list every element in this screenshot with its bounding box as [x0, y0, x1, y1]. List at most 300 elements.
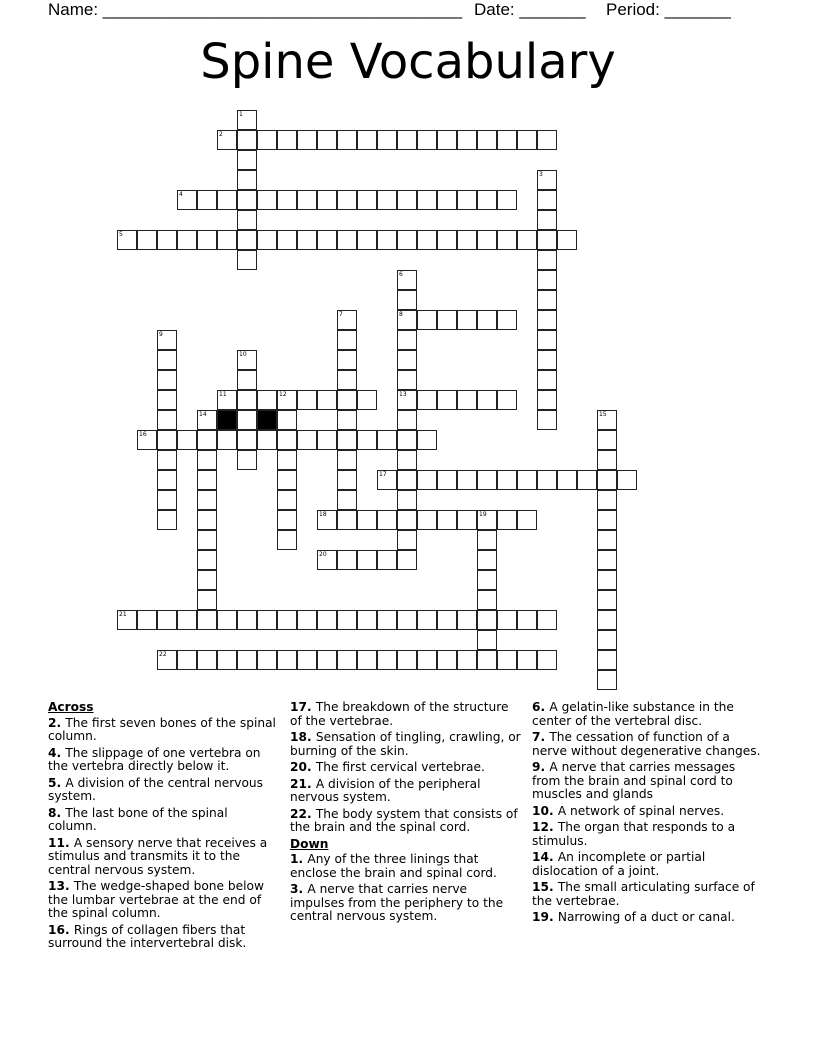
clue-number: 17 [379, 471, 387, 478]
clue-number-label: 6. [532, 700, 550, 714]
clue-number-label: 16. [48, 922, 74, 937]
clue-item [48, 717, 280, 744]
grid-cell[interactable] [197, 610, 217, 630]
grid-cell[interactable] [597, 410, 617, 430]
grid-cell[interactable] [237, 450, 257, 470]
grid-cell[interactable] [397, 650, 417, 670]
grid-cell[interactable] [257, 130, 277, 150]
grid-cell[interactable] [357, 390, 377, 410]
grid-cell[interactable] [397, 430, 417, 450]
grid-cell[interactable] [237, 250, 257, 270]
grid-cell[interactable] [157, 410, 177, 430]
grid-cell[interactable] [237, 110, 257, 130]
grid-cell[interactable] [437, 650, 457, 670]
grid-cell[interactable] [597, 570, 617, 590]
grid-cell[interactable] [237, 610, 257, 630]
grid-cell[interactable] [297, 650, 317, 670]
grid-cell[interactable] [397, 390, 417, 410]
grid-cell[interactable] [597, 630, 617, 650]
grid-cell[interactable] [497, 510, 517, 530]
grid-cell[interactable] [197, 450, 217, 470]
grid-cell[interactable] [497, 470, 517, 490]
clue-number: 2 [219, 131, 223, 138]
grid-cell[interactable] [497, 130, 517, 150]
grid-cell[interactable] [417, 310, 437, 330]
clue-item [290, 701, 522, 728]
grid-cell[interactable] [317, 550, 337, 570]
clue-number-label: 7. [532, 730, 550, 744]
grid-cell[interactable] [477, 310, 497, 330]
grid-cell[interactable] [617, 470, 637, 490]
grid-cell[interactable] [597, 490, 617, 510]
clue-number: 13 [399, 391, 407, 398]
grid-cell[interactable] [397, 270, 417, 290]
grid-cell[interactable] [197, 190, 217, 210]
grid-cell[interactable] [377, 650, 397, 670]
grid-cell[interactable] [537, 210, 557, 230]
clue-number-label: 21. [290, 776, 316, 791]
grid-cell[interactable] [337, 310, 357, 330]
grid-cell[interactable] [417, 610, 437, 630]
grid-cell[interactable] [597, 550, 617, 570]
grid-cell[interactable] [317, 230, 337, 250]
grid-cell[interactable] [477, 510, 497, 530]
grid-cell[interactable] [277, 130, 297, 150]
grid-cell[interactable] [517, 610, 537, 630]
grid-cell[interactable] [337, 370, 357, 390]
grid-cell[interactable] [517, 230, 537, 250]
grid-cell[interactable] [397, 350, 417, 370]
grid-cell[interactable] [297, 230, 317, 250]
grid-cell[interactable] [117, 230, 137, 250]
grid-cell[interactable] [257, 230, 277, 250]
clue-number: 12 [279, 391, 287, 398]
grid-cell[interactable] [217, 610, 237, 630]
grid-cell[interactable] [457, 310, 477, 330]
grid-cell[interactable] [157, 230, 177, 250]
grid-cell[interactable] [477, 570, 497, 590]
grid-cell[interactable] [257, 390, 277, 410]
grid-cell[interactable] [537, 390, 557, 410]
clue-number: 7 [339, 311, 343, 318]
grid-cell[interactable] [477, 610, 497, 630]
grid-cell[interactable] [357, 190, 377, 210]
grid-cell[interactable] [117, 610, 137, 630]
grid-cell[interactable] [177, 650, 197, 670]
grid-cell[interactable] [317, 430, 337, 450]
grid-cell[interactable] [377, 510, 397, 530]
grid-cell[interactable] [337, 190, 357, 210]
grid-cell[interactable] [437, 310, 457, 330]
grid-cell[interactable] [597, 590, 617, 610]
grid-cell[interactable] [237, 190, 257, 210]
grid-cell[interactable] [457, 650, 477, 670]
name-field[interactable]: Name: ______________________________________ [48, 0, 463, 19]
grid-cell[interactable] [197, 490, 217, 510]
grid-cell[interactable] [437, 470, 457, 490]
grid-cell[interactable] [157, 390, 177, 410]
clue-item [532, 701, 764, 728]
grid-cell[interactable] [137, 230, 157, 250]
clue-item [532, 805, 764, 819]
grid-cell[interactable] [177, 610, 197, 630]
grid-cell[interactable] [177, 430, 197, 450]
grid-cell[interactable] [457, 510, 477, 530]
clue-text: The cessation of function of a nerve without degenerative changes. [532, 730, 761, 758]
grid-cell[interactable] [437, 390, 457, 410]
clue-item [532, 851, 764, 878]
grid-cell[interactable] [477, 470, 497, 490]
grid-cell[interactable] [257, 650, 277, 670]
grid-cell[interactable] [417, 430, 437, 450]
grid-cell[interactable] [377, 470, 397, 490]
grid-cell[interactable] [357, 130, 377, 150]
grid-cell[interactable] [537, 410, 557, 430]
clue-number: 22 [159, 651, 167, 658]
grid-cell[interactable] [237, 150, 257, 170]
grid-cell[interactable] [217, 130, 237, 150]
grid-cell[interactable] [437, 230, 457, 250]
clue-number-label: 5. [48, 775, 66, 790]
clue-text: The organ that responds to a stimulus. [532, 820, 736, 848]
grid-cell[interactable] [397, 530, 417, 550]
grid-cell[interactable] [157, 510, 177, 530]
grid-cell[interactable] [217, 190, 237, 210]
grid-cell[interactable] [237, 350, 257, 370]
clue-number: 14 [199, 411, 207, 418]
grid-cell[interactable] [317, 390, 337, 410]
grid-cell[interactable] [417, 190, 437, 210]
grid-cell[interactable] [417, 390, 437, 410]
grid-cell[interactable] [197, 530, 217, 550]
grid-cell[interactable] [597, 650, 617, 670]
grid-cell[interactable] [477, 530, 497, 550]
grid-cell[interactable] [217, 230, 237, 250]
grid-cell[interactable] [337, 610, 357, 630]
grid-cell[interactable] [457, 610, 477, 630]
clue-item [48, 837, 280, 878]
grid-cell[interactable] [417, 510, 437, 530]
grid-cell[interactable] [517, 130, 537, 150]
grid-cell[interactable] [357, 510, 377, 530]
grid-cell[interactable] [257, 610, 277, 630]
grid-cell[interactable] [237, 650, 257, 670]
grid-cell[interactable] [417, 650, 437, 670]
grid-cell[interactable] [357, 610, 377, 630]
grid-cell[interactable] [477, 390, 497, 410]
grid-cell[interactable] [237, 230, 257, 250]
grid-cell[interactable] [377, 430, 397, 450]
grid-cell[interactable] [537, 290, 557, 310]
grid-cell[interactable] [437, 610, 457, 630]
clue-item [532, 821, 764, 848]
grid-cell[interactable] [557, 230, 577, 250]
grid-cell[interactable] [357, 550, 377, 570]
grid-cell[interactable] [237, 130, 257, 150]
clue-number-label: 3. [290, 882, 308, 896]
grid-cell[interactable] [397, 310, 417, 330]
grid-cell[interactable] [277, 490, 297, 510]
grid-cell[interactable] [317, 650, 337, 670]
grid-cell[interactable] [337, 410, 357, 430]
grid-cell[interactable] [157, 430, 177, 450]
grid-cell[interactable] [317, 610, 337, 630]
grid-cell[interactable] [597, 470, 617, 490]
grid-cell[interactable] [157, 610, 177, 630]
black-cell [257, 410, 277, 430]
clue-number-label: 17. [290, 700, 316, 714]
grid-cell[interactable] [397, 470, 417, 490]
grid-cell[interactable] [177, 190, 197, 210]
clue-item [532, 881, 764, 908]
grid-cell[interactable] [337, 490, 357, 510]
clue-number: 11 [219, 391, 227, 398]
grid-cell[interactable] [337, 230, 357, 250]
grid-cell[interactable] [137, 430, 157, 450]
grid-cell[interactable] [557, 470, 577, 490]
grid-cell[interactable] [277, 410, 297, 430]
grid-cell[interactable] [257, 190, 277, 210]
clue-number-label: 14. [532, 850, 558, 864]
grid-cell[interactable] [157, 350, 177, 370]
grid-cell[interactable] [437, 190, 457, 210]
grid-cell[interactable] [217, 390, 237, 410]
clue-number: 8 [399, 311, 403, 318]
grid-cell[interactable] [277, 450, 297, 470]
grid-cell[interactable] [537, 370, 557, 390]
grid-cell[interactable] [497, 610, 517, 630]
grid-cell[interactable] [397, 450, 417, 470]
grid-cell[interactable] [237, 410, 257, 430]
grid-cell[interactable] [177, 230, 197, 250]
grid-cell[interactable] [477, 190, 497, 210]
grid-cell[interactable] [337, 450, 357, 470]
clue-text: Narrowing of a duct or canal. [557, 910, 735, 924]
grid-cell[interactable] [297, 610, 317, 630]
grid-cell[interactable] [237, 370, 257, 390]
grid-cell[interactable] [237, 170, 257, 190]
grid-cell[interactable] [317, 130, 337, 150]
grid-cell[interactable] [277, 190, 297, 210]
grid-cell[interactable] [417, 470, 437, 490]
grid-cell[interactable] [517, 470, 537, 490]
grid-cell[interactable] [377, 190, 397, 210]
grid-cell[interactable] [417, 230, 437, 250]
grid-cell[interactable] [277, 390, 297, 410]
grid-cell[interactable] [397, 410, 417, 430]
grid-cell[interactable] [397, 290, 417, 310]
clue-number-label: 12. [532, 820, 558, 834]
grid-cell[interactable] [537, 650, 557, 670]
grid-cell[interactable] [397, 130, 417, 150]
black-cell [217, 410, 237, 430]
grid-cell[interactable] [477, 650, 497, 670]
grid-cell[interactable] [197, 430, 217, 450]
grid-cell[interactable] [597, 610, 617, 630]
clue-number: 4 [179, 191, 183, 198]
grid-cell[interactable] [197, 550, 217, 570]
grid-cell[interactable] [237, 430, 257, 450]
grid-cell[interactable] [157, 470, 177, 490]
grid-cell[interactable] [337, 550, 357, 570]
puzzle-title: Spine Vocabulary [200, 34, 616, 90]
grid-cell[interactable] [537, 270, 557, 290]
grid-cell[interactable] [537, 610, 557, 630]
grid-cell[interactable] [157, 650, 177, 670]
grid-cell[interactable] [537, 310, 557, 330]
clue-text: An incomplete or partial dislocation of a joint. [532, 850, 706, 878]
grid-cell[interactable] [217, 430, 237, 450]
grid-cell[interactable] [477, 630, 497, 650]
grid-cell[interactable] [477, 550, 497, 570]
grid-cell[interactable] [597, 450, 617, 470]
date-field[interactable]: Date: _______ [474, 0, 586, 19]
grid-cell[interactable] [457, 230, 477, 250]
grid-cell[interactable] [537, 190, 557, 210]
grid-cell[interactable] [357, 650, 377, 670]
clue-text: A division of the central nervous system. [48, 775, 263, 803]
grid-cell[interactable] [357, 430, 377, 450]
grid-cell[interactable] [537, 470, 557, 490]
grid-cell[interactable] [297, 430, 317, 450]
clue-text: Any of the three linings that enclose the brain and spinal cord. [290, 852, 497, 880]
grid-cell[interactable] [237, 210, 257, 230]
grid-cell[interactable] [437, 510, 457, 530]
clue-item [48, 880, 280, 921]
grid-cell[interactable] [477, 130, 497, 150]
period-field[interactable]: Period: _______ [606, 0, 731, 19]
grid-cell[interactable] [497, 230, 517, 250]
grid-cell[interactable] [337, 510, 357, 530]
clue-text: Sensation of tingling, crawling, or burning of the skin. [290, 730, 521, 758]
grid-cell[interactable] [597, 510, 617, 530]
grid-cell[interactable] [457, 390, 477, 410]
grid-cell[interactable] [537, 130, 557, 150]
grid-cell[interactable] [277, 430, 297, 450]
clue-column-3 [532, 701, 764, 928]
grid-cell[interactable] [497, 650, 517, 670]
grid-cell[interactable] [537, 230, 557, 250]
grid-cell[interactable] [437, 130, 457, 150]
grid-cell[interactable] [397, 510, 417, 530]
grid-cell[interactable] [297, 390, 317, 410]
grid-cell[interactable] [457, 190, 477, 210]
clue-text: A network of spinal nerves. [557, 803, 725, 818]
grid-cell[interactable] [497, 190, 517, 210]
grid-cell[interactable] [397, 370, 417, 390]
clue-item [532, 761, 764, 802]
grid-cell[interactable] [497, 310, 517, 330]
clue-text: A division of the peripheral nervous system. [290, 776, 481, 804]
grid-cell[interactable] [537, 330, 557, 350]
grid-cell[interactable] [457, 470, 477, 490]
grid-cell[interactable] [277, 510, 297, 530]
grid-cell[interactable] [497, 390, 517, 410]
grid-cell[interactable] [377, 550, 397, 570]
grid-cell[interactable] [197, 590, 217, 610]
clue-number: 5 [119, 231, 123, 238]
grid-cell[interactable] [397, 610, 417, 630]
grid-cell[interactable] [277, 230, 297, 250]
clue-number: 21 [119, 611, 127, 618]
grid-cell[interactable] [157, 370, 177, 390]
grid-cell[interactable] [397, 190, 417, 210]
grid-cell[interactable] [317, 510, 337, 530]
grid-cell[interactable] [457, 130, 477, 150]
grid-cell[interactable] [197, 510, 217, 530]
grid-cell[interactable] [537, 350, 557, 370]
grid-cell[interactable] [277, 610, 297, 630]
grid-cell[interactable] [197, 230, 217, 250]
grid-cell[interactable] [337, 390, 357, 410]
clue-text: A sensory nerve that receives a stimulus and transmits it to the central nervous system. [48, 835, 268, 877]
grid-cell[interactable] [197, 410, 217, 430]
clue-item [290, 761, 522, 775]
grid-cell[interactable] [417, 130, 437, 150]
grid-cell[interactable] [377, 230, 397, 250]
grid-cell[interactable] [397, 490, 417, 510]
grid-cell[interactable] [397, 230, 417, 250]
grid-cell[interactable] [597, 670, 617, 690]
grid-cell[interactable] [197, 650, 217, 670]
grid-cell[interactable] [297, 130, 317, 150]
clue-text: The body system that consists of the brain and the spinal cord. [290, 806, 518, 834]
grid-cell[interactable] [477, 590, 497, 610]
grid-cell[interactable] [397, 550, 417, 570]
grid-cell[interactable] [337, 430, 357, 450]
grid-cell[interactable] [217, 650, 237, 670]
grid-cell[interactable] [357, 230, 377, 250]
grid-cell[interactable] [277, 650, 297, 670]
clue-item [290, 808, 522, 835]
grid-cell[interactable] [517, 650, 537, 670]
grid-cell[interactable] [257, 430, 277, 450]
clue-number: 1 [239, 111, 243, 118]
clue-number-label: 11. [48, 835, 74, 850]
grid-cell[interactable] [597, 430, 617, 450]
grid-cell[interactable] [277, 530, 297, 550]
grid-cell[interactable] [337, 650, 357, 670]
grid-cell[interactable] [597, 530, 617, 550]
grid-cell[interactable] [157, 330, 177, 350]
grid-cell[interactable] [157, 490, 177, 510]
grid-cell[interactable] [157, 450, 177, 470]
grid-cell[interactable] [377, 610, 397, 630]
grid-cell[interactable] [317, 190, 337, 210]
grid-cell[interactable] [297, 190, 317, 210]
grid-cell[interactable] [277, 470, 297, 490]
grid-cell[interactable] [477, 230, 497, 250]
grid-cell[interactable] [397, 330, 417, 350]
grid-cell[interactable] [237, 390, 257, 410]
grid-cell[interactable] [577, 470, 597, 490]
grid-cell[interactable] [337, 350, 357, 370]
grid-cell[interactable] [197, 470, 217, 490]
grid-cell[interactable] [537, 170, 557, 190]
clue-number-label: 2. [48, 715, 66, 730]
clue-text: A nerve that carries messages from the brain and spinal cord to muscles and glands [532, 760, 736, 801]
clue-text: The slippage of one vertebra on the vertebra directly below it. [48, 745, 261, 773]
clue-text: The first cervical vertebrae. [315, 760, 485, 774]
grid-cell[interactable] [197, 570, 217, 590]
grid-cell[interactable] [337, 470, 357, 490]
grid-cell[interactable] [337, 130, 357, 150]
grid-cell[interactable] [137, 610, 157, 630]
grid-cell[interactable] [517, 510, 537, 530]
grid-cell[interactable] [377, 130, 397, 150]
grid-cell[interactable] [537, 250, 557, 270]
grid-cell[interactable] [337, 330, 357, 350]
